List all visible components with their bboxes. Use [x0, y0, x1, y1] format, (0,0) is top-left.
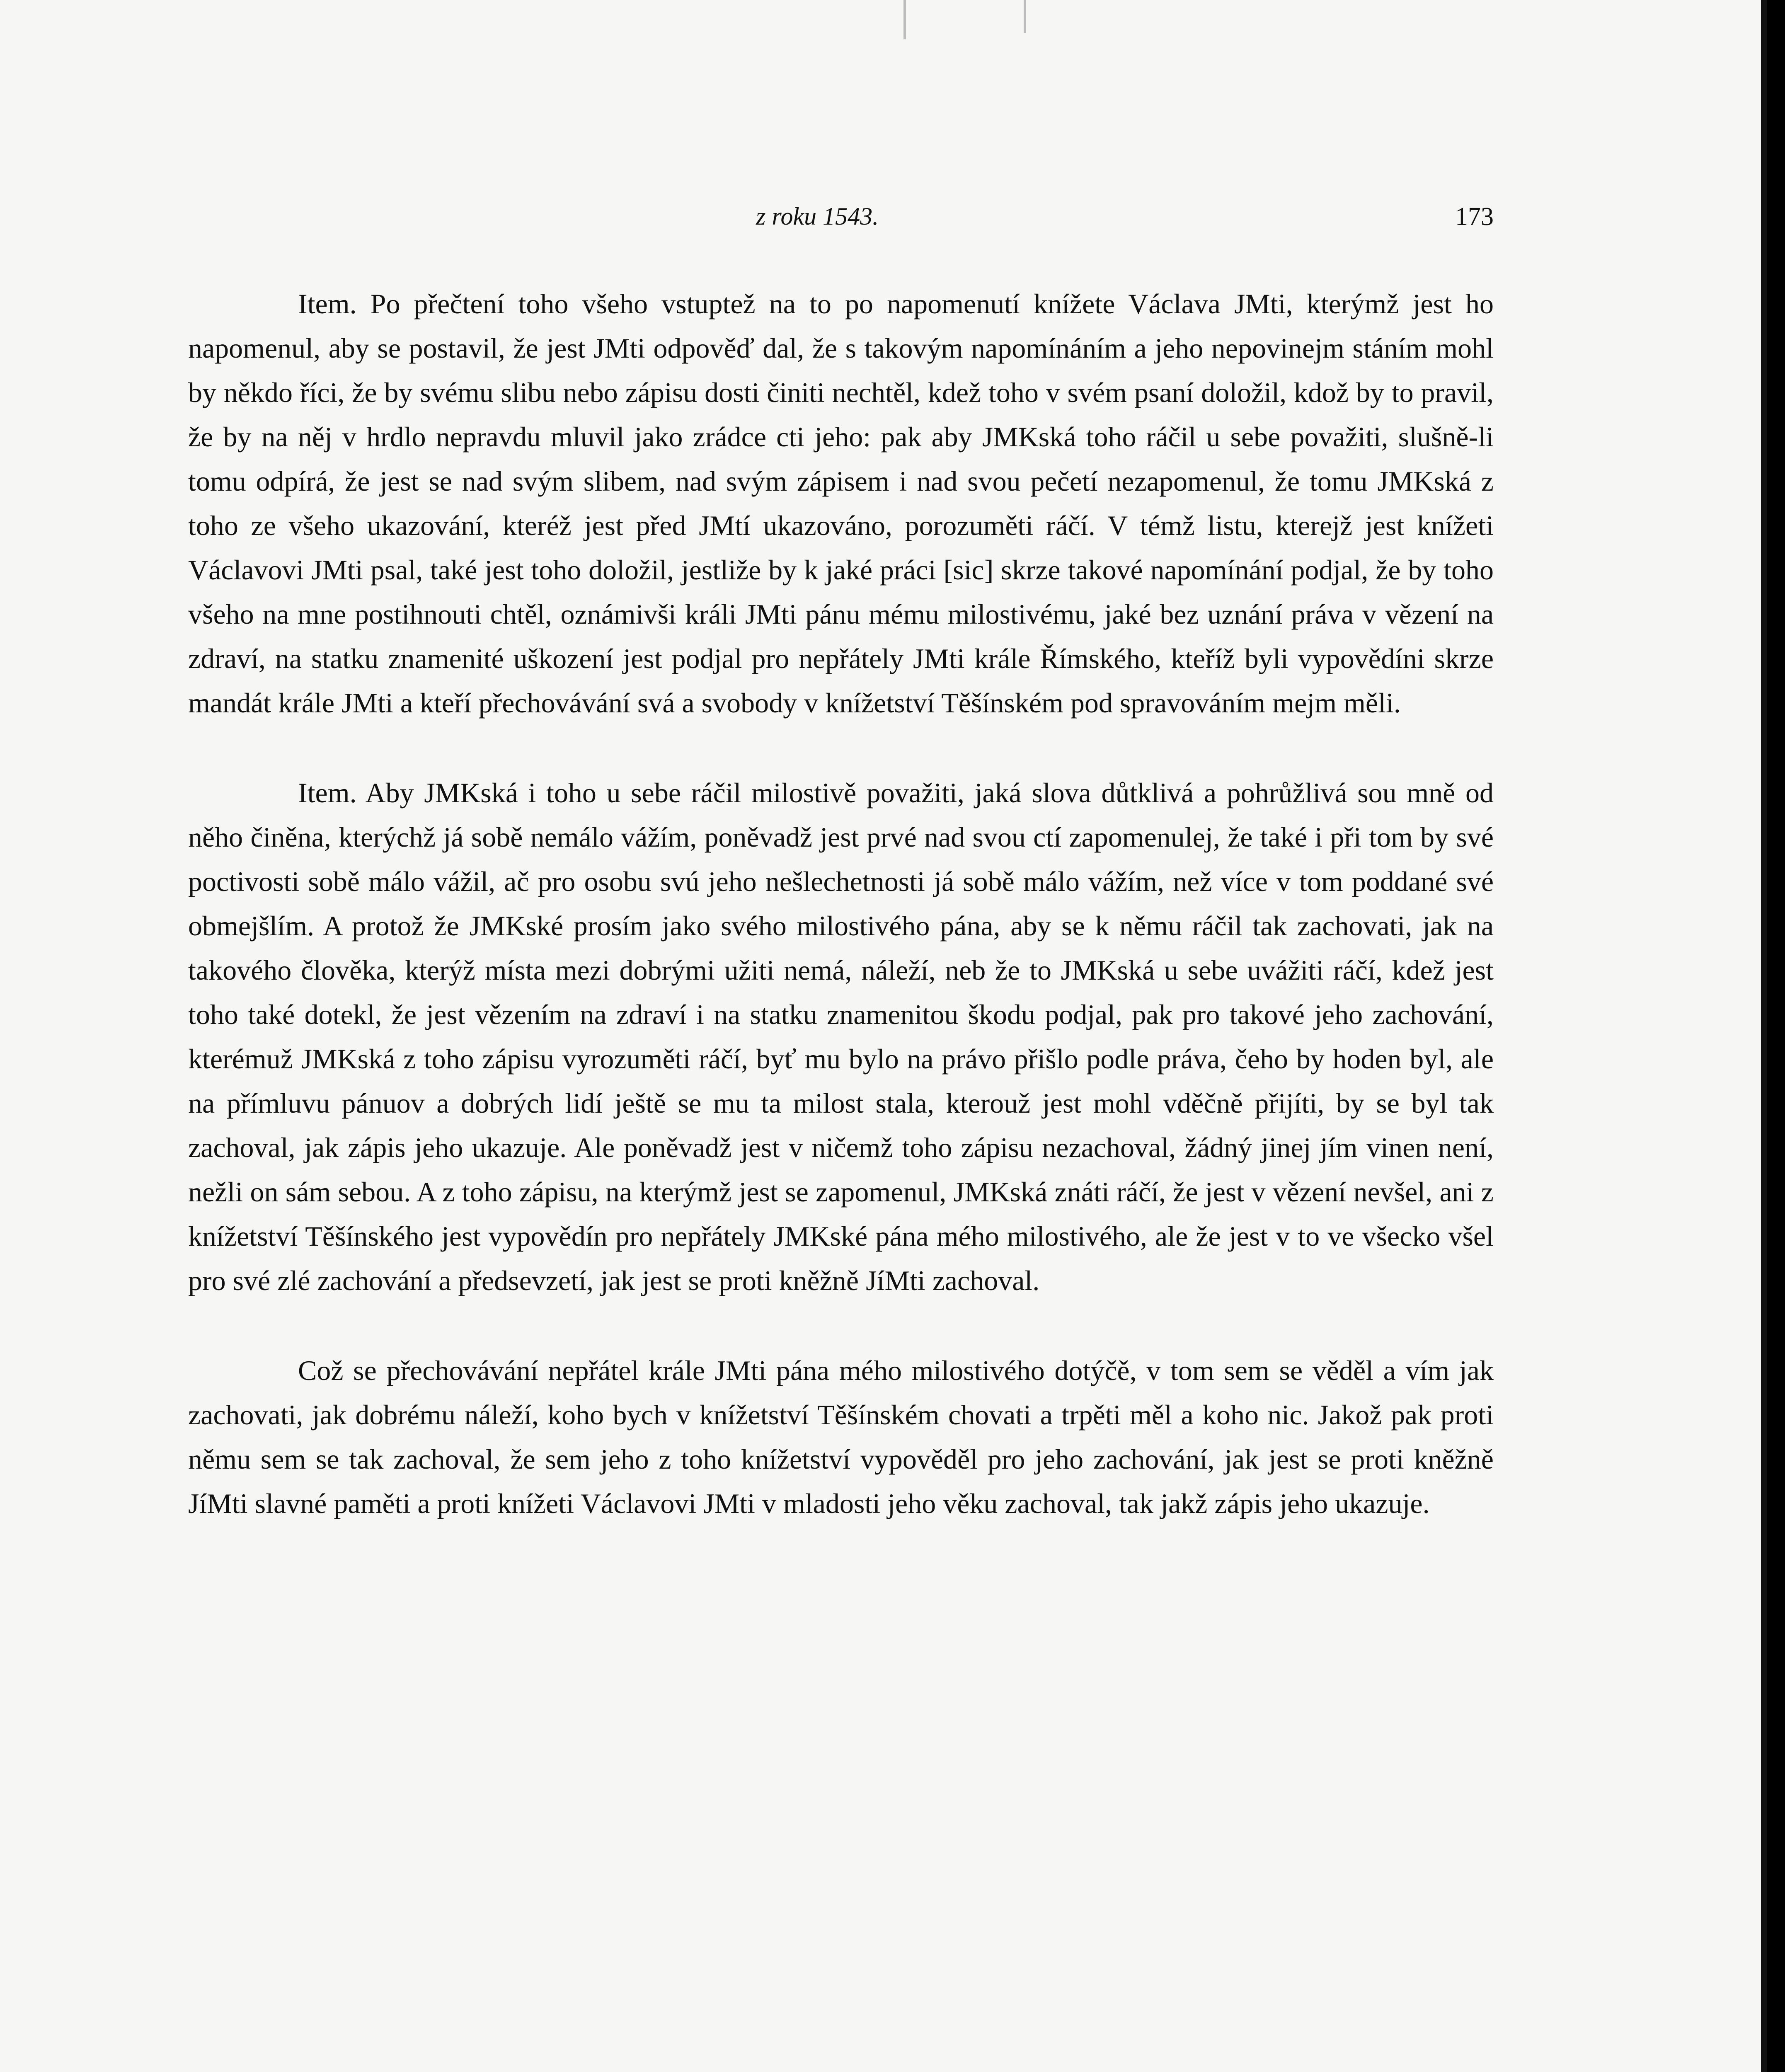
scan-mark	[903, 0, 906, 39]
page-number: 173	[1455, 203, 1494, 231]
scan-mark	[1024, 0, 1026, 33]
page-header	[188, 202, 1494, 248]
paragraph: Což se přechovávání nepřátel krále JMti pána mého milostivého dotýčě, v tom sem se věděl a vím jak zachovati, jak dobrému náleží, koho bych v knížetství Těšínském chovati a trpěti měl a koho nic. Jakož pak proti němu sem se tak zachoval, že sem jeho z toho knížetství vypověděl pro jeho zachování, jak jest se proti kněžně JíMti slavné paměti a proti knížeti Václavovi JMti v mladosti jeho věku zachoval, tak jakž zápis jeho ukazuje.	[188, 1355, 1494, 1519]
body-text	[188, 282, 1494, 1526]
paragraph: Item. Aby JMKská i toho u sebe ráčil milostivě považiti, jaká slova důtklivá a pohrůžlivá sou mně od něho činěna, kterýchž já sobě nemálo vážím, poněvadž jest prvé nad svou ctí zapomenulej, že také i při tom by své poctivosti sobě málo vážil, ač pro osobu svú jeho nešlechetnosti já sobě málo vážím, než více v tom poddané své obmejšlím. A protož že JMKské prosím jako svého milostivého pána, aby se k němu ráčil tak zachovati, jak na takového člověka, kterýž místa mezi dobrými užiti nemá, náleží, neb že to JMKská u sebe uvážiti ráčí, kdež jest toho také dotekl, že jest vězením na zdraví i na statku znamenitou škodu podjal, pak pro takové jeho zachování, kterémuž JMKská z toho zápisu vyrozuměti ráčí, byť mu bylo na právo přišlo podle práva, čeho by hoden byl, ale na přímluvu pánuov a dobrých lidí ještě se mu ta milost stala, kterouž jest mohl vděčně přijíti, by se byl tak zachoval, jak zápis jeho ukazuje. Ale poněvadž jest v ničemž toho zápisu nezachoval, žádný jinej jím vinen není, nežli on sám sebou. A z toho zápisu, na kterýmž jest se zapomenul, JMKská znáti ráčí, že jest v vězení nevšel, ani z knížetství Těšínského jest vypovědín pro nepřátely JMKské pána mého milostivého, ale že jest v to ve všecko všel pro své zlé zachování a předsevzetí, jak jest se proti kněžně JíMti zachoval.	[188, 777, 1494, 1296]
running-head: z roku 1543.	[756, 203, 879, 230]
paragraph: Item. Po přečtení toho všeho vstuptež na to po napomenutí knížete Václava JMti, kterýmž jest ho napomenul, aby se postavil, že jest JMti odpověď dal, že s takovým napomínáním a jeho nepovinejm stáním mohl by někdo říci, že by svému slibu nebo zápisu dosti činiti nechtěl, kdež toho v svém psaní doložil, kdož by to pravil, že by na něj v hrdlo nepravdu mluvil jako zrádce cti jeho: pak aby JMKská toho ráčil u sebe považiti, slušně-li tomu odpírá, že jest se nad svým slibem, nad svým zápisem i nad svou pečetí nezapomenul, že tomu JMKská z toho ze všeho ukazování, kteréž jest před JMtí ukazováno, porozuměti ráčí. V témž listu, kterejž jest knížeti Václavovi JMti psal, také jest toho doložil, jestliže by k jaké práci [sic] skrze takové napomínání podjal, že by toho všeho na mne postihnouti chtěl, oznámivši králi JMti pánu mému milostivému, jaké bez uznání práva v vězení na zdraví, na statku znamenité uškození jest podjal pro nepřátely JMti krále Římského, kteříž byli vypovědíni skrze mandát krále JMti a kteří přechovávání svá a svobody v knížetství Těšínském pod spravováním mejm měli.	[188, 288, 1494, 719]
